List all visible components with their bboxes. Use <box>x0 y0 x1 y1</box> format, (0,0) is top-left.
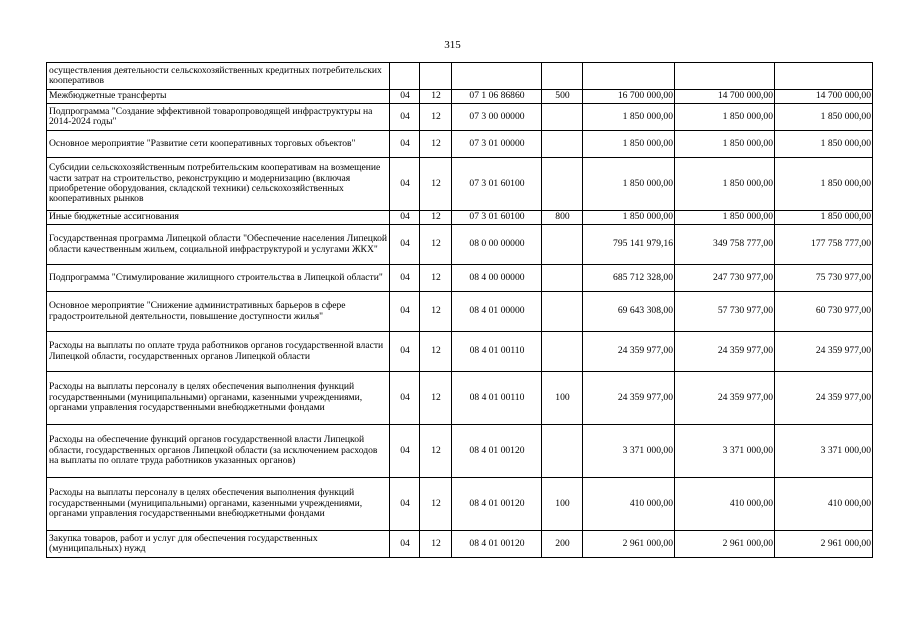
cell-sum2: 2 961 000,00 <box>675 531 775 558</box>
cell-expense-type <box>542 158 583 211</box>
cell-target: 07 3 00 00000 <box>452 104 542 131</box>
table-row <box>47 292 873 332</box>
cell-sum3: 2 961 000,00 <box>775 531 873 558</box>
cell-section <box>390 63 420 90</box>
cell-sum3: 14 700 000,00 <box>775 90 873 104</box>
cell-sum2: 1 850 000,00 <box>675 158 775 211</box>
cell-section: 04 <box>390 372 420 425</box>
cell-name: Подпрограмма "Стимулирование жилищного строительства в Липецкой области" <box>47 265 390 292</box>
cell-sum1: 2 961 000,00 <box>583 531 675 558</box>
table-row <box>47 158 873 211</box>
cell-sum1: 1 850 000,00 <box>583 104 675 131</box>
cell-sum2: 57 730 977,00 <box>675 292 775 332</box>
cell-expense-type <box>542 225 583 265</box>
cell-sum1: 795 141 979,16 <box>583 225 675 265</box>
cell-expense-type <box>542 292 583 332</box>
cell-target: 08 4 01 00110 <box>452 332 542 372</box>
table-row <box>47 265 873 292</box>
cell-subsection: 12 <box>420 225 452 265</box>
cell-sum3: 24 359 977,00 <box>775 372 873 425</box>
cell-expense-type: 200 <box>542 531 583 558</box>
cell-subsection: 12 <box>420 265 452 292</box>
cell-target: 08 4 01 00120 <box>452 531 542 558</box>
cell-section: 04 <box>390 104 420 131</box>
cell-sum2: 24 359 977,00 <box>675 372 775 425</box>
cell-sum2: 410 000,00 <box>675 478 775 531</box>
cell-sum3: 1 850 000,00 <box>775 104 873 131</box>
cell-name: Расходы на выплаты персоналу в целях обеспечения выполнения функций государственными (муниципальными) органами, казенными учреждениями, органами управления государственными внебюджетными фондами <box>47 372 390 425</box>
cell-target: 08 4 01 00120 <box>452 478 542 531</box>
cell-section: 04 <box>390 531 420 558</box>
cell-sum3: 3 371 000,00 <box>775 425 873 478</box>
cell-name: Основное мероприятие "Развитие сети кооперативных торговых объектов" <box>47 131 390 158</box>
cell-target: 08 4 01 00110 <box>452 372 542 425</box>
table-row <box>47 131 873 158</box>
cell-expense-type <box>542 332 583 372</box>
cell-sum3: 177 758 777,00 <box>775 225 873 265</box>
cell-section: 04 <box>390 225 420 265</box>
cell-expense-type <box>542 425 583 478</box>
cell-expense-type <box>542 265 583 292</box>
cell-subsection: 12 <box>420 211 452 225</box>
cell-expense-type: 800 <box>542 211 583 225</box>
cell-sum1: 1 850 000,00 <box>583 131 675 158</box>
cell-target: 08 0 00 00000 <box>452 225 542 265</box>
cell-sum3: 1 850 000,00 <box>775 131 873 158</box>
cell-subsection: 12 <box>420 131 452 158</box>
cell-sum3 <box>775 63 873 90</box>
cell-sum1 <box>583 63 675 90</box>
cell-section: 04 <box>390 90 420 104</box>
table-row <box>47 225 873 265</box>
cell-sum2: 1 850 000,00 <box>675 211 775 225</box>
table-row <box>47 332 873 372</box>
cell-target: 08 4 00 00000 <box>452 265 542 292</box>
cell-subsection: 12 <box>420 292 452 332</box>
cell-subsection: 12 <box>420 90 452 104</box>
cell-subsection: 12 <box>420 104 452 131</box>
cell-section: 04 <box>390 332 420 372</box>
table-row <box>47 211 873 225</box>
table-row <box>47 63 873 90</box>
cell-target: 07 3 01 60100 <box>452 158 542 211</box>
cell-sum1: 3 371 000,00 <box>583 425 675 478</box>
cell-sum3: 75 730 977,00 <box>775 265 873 292</box>
table-row <box>47 478 873 531</box>
cell-target <box>452 63 542 90</box>
page-number: 315 <box>444 39 461 51</box>
table-row <box>47 372 873 425</box>
cell-section: 04 <box>390 478 420 531</box>
cell-name: Основное мероприятие "Снижение административных барьеров в сфере градостроительной деятельности, повышение доступности жилья" <box>47 292 390 332</box>
cell-expense-type: 100 <box>542 478 583 531</box>
cell-name: Межбюджетные трансферты <box>47 90 390 104</box>
cell-sum1: 685 712 328,00 <box>583 265 675 292</box>
cell-sum3: 1 850 000,00 <box>775 211 873 225</box>
cell-expense-type: 100 <box>542 372 583 425</box>
cell-subsection <box>420 63 452 90</box>
cell-sum2: 3 371 000,00 <box>675 425 775 478</box>
cell-sum1: 1 850 000,00 <box>583 211 675 225</box>
budget-table <box>46 62 873 558</box>
cell-section: 04 <box>390 265 420 292</box>
cell-name: Иные бюджетные ассигнования <box>47 211 390 225</box>
cell-target: 08 4 01 00000 <box>452 292 542 332</box>
cell-subsection: 12 <box>420 531 452 558</box>
cell-subsection: 12 <box>420 158 452 211</box>
cell-target: 08 4 01 00120 <box>452 425 542 478</box>
cell-section: 04 <box>390 425 420 478</box>
cell-sum2 <box>675 63 775 90</box>
cell-section: 04 <box>390 211 420 225</box>
cell-sum2: 1 850 000,00 <box>675 104 775 131</box>
cell-name: Расходы на обеспечение функций органов государственной власти Липецкой области, государственных органов Липецкой области (за исключением расходов на выплаты по оплате труда работников указанных органов) <box>47 425 390 478</box>
cell-sum3: 410 000,00 <box>775 478 873 531</box>
cell-sum3: 24 359 977,00 <box>775 332 873 372</box>
table-row <box>47 90 873 104</box>
cell-sum2: 14 700 000,00 <box>675 90 775 104</box>
cell-sum1: 410 000,00 <box>583 478 675 531</box>
cell-target: 07 3 01 60100 <box>452 211 542 225</box>
cell-sum1: 24 359 977,00 <box>583 332 675 372</box>
cell-name: Государственная программа Липецкой области "Обеспечение населения Липецкой области качественным жильем, социальной инфраструктурой и услугами ЖКХ" <box>47 225 390 265</box>
cell-section: 04 <box>390 292 420 332</box>
cell-expense-type <box>542 131 583 158</box>
cell-name: Расходы на выплаты по оплате труда работников органов государственной власти Липецкой области, государственных органов Липецкой области <box>47 332 390 372</box>
cell-subsection: 12 <box>420 372 452 425</box>
cell-expense-type: 500 <box>542 90 583 104</box>
cell-expense-type <box>542 104 583 131</box>
cell-subsection: 12 <box>420 478 452 531</box>
cell-sum2: 1 850 000,00 <box>675 131 775 158</box>
cell-expense-type <box>542 63 583 90</box>
cell-target: 07 1 06 86860 <box>452 90 542 104</box>
cell-name: Субсидии сельскохозяйственным потребительским кооперативам на возмещение части затрат на строительство, реконструкцию и модернизацию (включая приобретение оборудования, складской техники) сельскохозяйственных кооперативных рынков <box>47 158 390 211</box>
cell-name: Подпрограмма "Создание эффективной товаропроводящей инфраструктуры на 2014-2024 годы" <box>47 104 390 131</box>
cell-sum3: 1 850 000,00 <box>775 158 873 211</box>
cell-name: Закупка товаров, работ и услуг для обеспечения государственных (муниципальных) нужд <box>47 531 390 558</box>
cell-sum1: 1 850 000,00 <box>583 158 675 211</box>
cell-subsection: 12 <box>420 332 452 372</box>
cell-section: 04 <box>390 158 420 211</box>
cell-sum1: 16 700 000,00 <box>583 90 675 104</box>
table-row <box>47 425 873 478</box>
cell-sum1: 24 359 977,00 <box>583 372 675 425</box>
cell-sum2: 24 359 977,00 <box>675 332 775 372</box>
table-row <box>47 104 873 131</box>
cell-sum1: 69 643 308,00 <box>583 292 675 332</box>
cell-name: Расходы на выплаты персоналу в целях обеспечения выполнения функций государственными (муниципальными) органами, казенными учреждениями, органами управления государственными внебюджетными фондами <box>47 478 390 531</box>
cell-section: 04 <box>390 131 420 158</box>
cell-target: 07 3 01 00000 <box>452 131 542 158</box>
cell-sum3: 60 730 977,00 <box>775 292 873 332</box>
cell-subsection: 12 <box>420 425 452 478</box>
cell-sum2: 349 758 777,00 <box>675 225 775 265</box>
cell-name: осуществления деятельности сельскохозяйственных кредитных потребительских кооперативов <box>47 63 390 90</box>
cell-sum2: 247 730 977,00 <box>675 265 775 292</box>
table-row <box>47 531 873 558</box>
